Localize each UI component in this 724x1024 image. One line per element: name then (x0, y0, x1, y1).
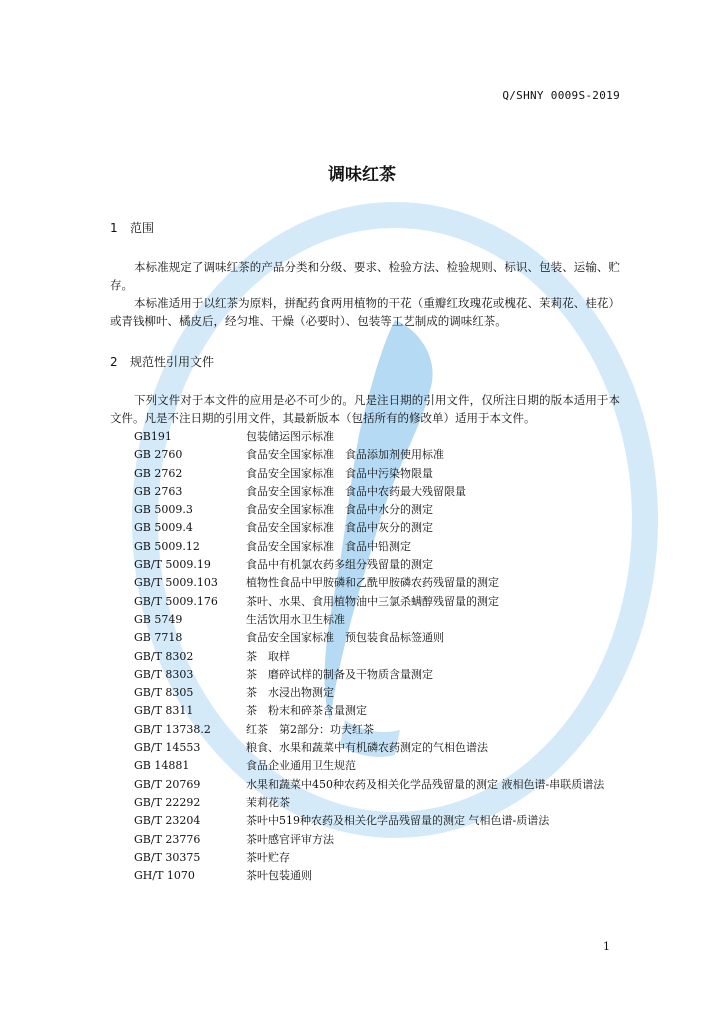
reference-title: 食品安全国家标准 预包装食品标签通则 (246, 631, 444, 645)
reference-code: GB 14881 (134, 759, 190, 773)
reference-item (134, 739, 624, 757)
reference-item (134, 867, 624, 885)
reference-item (134, 629, 624, 647)
reference-title: 茶叶、水果、食用植物油中三氯杀螨醇残留量的测定 (246, 594, 499, 608)
reference-title: 茶 水浸出物测定 (246, 686, 334, 700)
reference-item (134, 446, 624, 464)
reference-code: GB 2762 (134, 466, 183, 480)
reference-code: GB/T 13738.2 (134, 722, 211, 736)
reference-item (134, 666, 624, 684)
reference-code: GB 5009.4 (134, 521, 193, 535)
reference-item (134, 721, 624, 739)
reference-list (134, 428, 624, 885)
section-title: 规范性引用文件 (130, 355, 215, 369)
reference-code: GB 5749 (134, 612, 183, 626)
reference-item (134, 776, 624, 794)
reference-item (134, 501, 624, 519)
reference-code: GB 7718 (134, 631, 183, 645)
reference-code: GB/T 5009.103 (134, 576, 218, 590)
section-heading-scope (110, 219, 154, 236)
reference-title: 植物性食品中甲胺磷和乙酰甲胺磷农药残留量的测定 (246, 576, 499, 590)
section-title: 范围 (130, 221, 155, 235)
paragraph: 下列文件对于本文件的应用是必不可少的。凡是注日期的引用文件，仅所注日期的版本适用于本文件。凡是不注日期的引用文件，其最新版本（包括所有的修改单）适用于本文件。 (110, 393, 620, 425)
reference-code: GB 2760 (134, 448, 183, 462)
reference-title: 粮食、水果和蔬菜中有机磷农药测定的气相色谱法 (246, 741, 488, 755)
reference-title: 食品安全国家标准 食品中铅测定 (246, 539, 411, 553)
reference-code: GB/T 5009.19 (134, 558, 211, 572)
reference-code: GB 5009.3 (134, 503, 193, 517)
reference-title: 茶 取样 (246, 649, 290, 663)
reference-item (134, 831, 624, 849)
reference-item (134, 593, 624, 611)
reference-code: GB/T 8303 (134, 667, 194, 681)
reference-item (134, 849, 624, 867)
reference-code: GH/T 1070 (134, 869, 195, 883)
section-heading-normative-references (110, 353, 214, 370)
reference-item (134, 812, 624, 830)
reference-title: 茉莉花茶 (246, 795, 290, 809)
reference-code: GB/T 20769 (134, 777, 201, 791)
reference-item (134, 648, 624, 666)
reference-title: 食品安全国家标准 食品中水分的测定 (246, 503, 433, 517)
reference-item (134, 556, 624, 574)
reference-item (134, 702, 624, 720)
reference-code: GB 5009.12 (134, 539, 200, 553)
reference-item (134, 574, 624, 592)
reference-title: 茶叶贮存 (246, 850, 290, 864)
reference-item (134, 538, 624, 556)
reference-item (134, 428, 624, 446)
reference-code: GB 2763 (134, 484, 183, 498)
reference-title: 食品安全国家标准 食品中农药最大残留限量 (246, 484, 466, 498)
paragraph: 本标准规定了调味红茶的产品分类和分级、要求、检验方法、检验规则、标识、包装、运输、贮存。 (110, 260, 620, 292)
reference-code: GB/T 8311 (134, 704, 194, 718)
reference-title: 食品安全国家标准 食品中灰分的测定 (246, 521, 433, 535)
reference-title: 红茶 第2部分：功夫红茶 (246, 722, 374, 736)
reference-title: 包装储运图示标准 (246, 430, 334, 443)
reference-code: GB/T 23776 (134, 832, 201, 846)
page-number: 1 (603, 940, 610, 953)
reference-title: 茶叶感官评审方法 (246, 832, 334, 846)
reference-title: 食品企业通用卫生规范 (246, 759, 356, 773)
section-number: 1 (110, 221, 118, 235)
reference-item (134, 519, 624, 537)
section-number: 2 (110, 355, 118, 369)
reference-code: GB/T 23204 (134, 814, 201, 828)
reference-code: GB/T 14553 (134, 741, 201, 755)
reference-code: GB/T 5009.176 (134, 594, 218, 608)
document-title: 调味红茶 (328, 165, 396, 185)
reference-title: 水果和蔬菜中450种农药及相关化学品残留量的测定 液相色谱-串联质谱法 (246, 777, 605, 791)
reference-code: GB/T 22292 (134, 795, 201, 809)
reference-title: 茶叶中519种农药及相关化学品残留量的测定 气相色谱-质谱法 (246, 814, 550, 828)
reference-title: 食品安全国家标准 食品中污染物限量 (246, 466, 433, 480)
reference-item (134, 794, 624, 812)
reference-title: 茶 磨碎试样的制备及干物质含量测定 (246, 667, 433, 681)
reference-code: GB/T 8302 (134, 649, 194, 663)
reference-item (134, 483, 624, 501)
reference-title: 食品中有机氯农药多组分残留量的测定 (246, 558, 433, 572)
reference-item (134, 757, 624, 775)
reference-title: 生活饮用水卫生标准 (246, 612, 345, 626)
reference-item (134, 684, 624, 702)
reference-title: 食品安全国家标准 食品添加剂使用标准 (246, 448, 444, 462)
reference-code: GB/T 8305 (134, 686, 194, 700)
reference-title: 茶 粉末和碎茶含量测定 (246, 704, 367, 718)
document-code: Q/SHNY 0009S-2019 (502, 89, 620, 102)
paragraph: 本标准适用于以红茶为原料，拼配药食两用植物的干花（重瓣红玫瑰花或槐花、茉莉花、桂花）或青钱柳叶、橘皮后，经匀堆、干燥（必要时）、包装等工艺制成的调味红茶。 (110, 296, 620, 328)
reference-item (134, 611, 624, 629)
reference-item (134, 465, 624, 483)
reference-code: GB/T 30375 (134, 850, 201, 864)
reference-code: GB191 (134, 430, 172, 443)
reference-title: 茶叶包装通则 (246, 869, 312, 883)
